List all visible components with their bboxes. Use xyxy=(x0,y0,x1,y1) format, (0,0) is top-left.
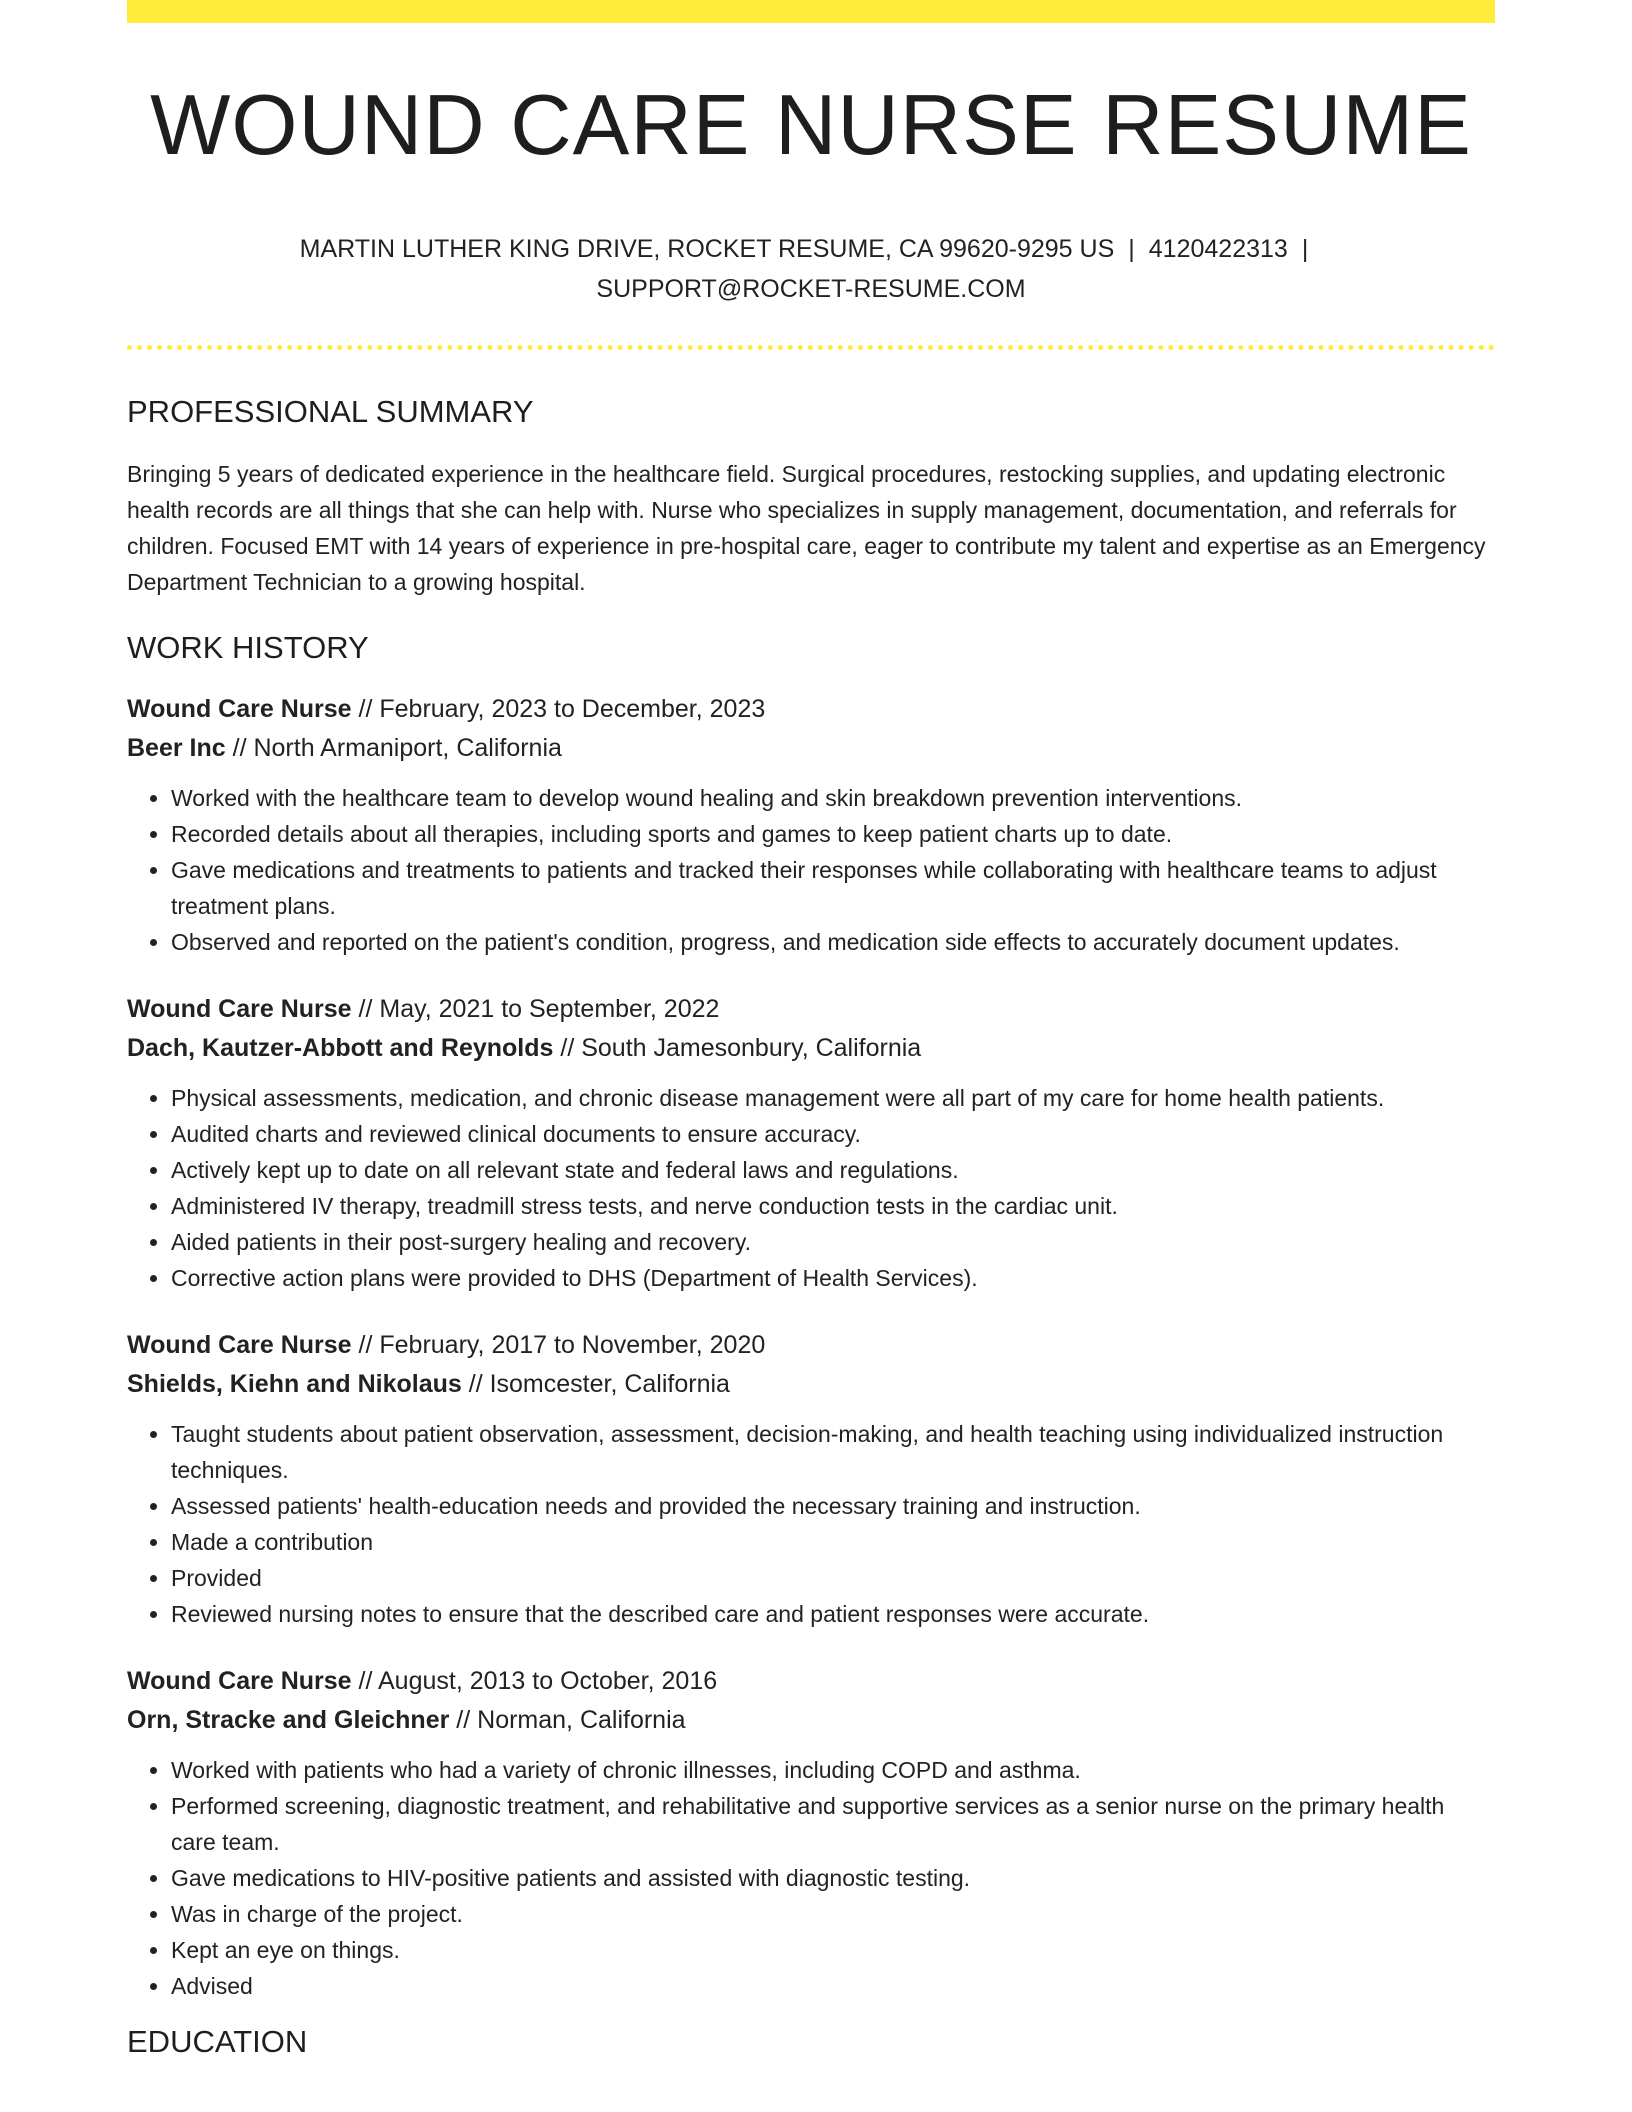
job-title: Wound Care Nurse xyxy=(127,994,352,1023)
duty-item: • Corrective action plans were provided to DHS (Department of Health Services). xyxy=(171,1260,1495,1296)
job-duties-list xyxy=(127,1416,1495,1632)
job-company-line xyxy=(127,1029,1495,1068)
duty-item: • Taught students about patient observation, assessment, decision-making, and health teaching using individualized instruction techniques. xyxy=(171,1416,1495,1488)
job-duties-list xyxy=(127,1752,1495,2004)
job-location: // South Jamesonbury, California xyxy=(560,1033,922,1062)
job-duties-list xyxy=(127,780,1495,960)
duty-item: • Kept an eye on things. xyxy=(171,1932,1495,1968)
job-title: Wound Care Nurse xyxy=(127,1666,352,1695)
work-history-list xyxy=(127,690,1495,2004)
duty-item: • Physical assessments, medication, and chronic disease management were all part of my care for home health patients. xyxy=(171,1080,1495,1116)
job-dates: // February, 2017 to November, 2020 xyxy=(358,1330,766,1359)
duty-item: • Actively kept up to date on all relevant state and federal laws and regulations. xyxy=(171,1152,1495,1188)
top-accent-bar xyxy=(127,0,1495,23)
duty-item: • Worked with patients who had a variety of chronic illnesses, including COPD and asthma. xyxy=(171,1752,1495,1788)
contact-address: MARTIN LUTHER KING DRIVE, ROCKET RESUME, CA 99620-9295 US xyxy=(299,234,1115,263)
duty-item: • Assessed patients' health-education needs and provided the necessary training and instruction. xyxy=(171,1488,1495,1524)
dotted-divider xyxy=(127,345,1495,350)
duty-item: • Administered IV therapy, treadmill stress tests, and nerve conduction tests in the cardiac unit. xyxy=(171,1188,1495,1224)
duty-item: • Gave medications and treatments to patients and tracked their responses while collaborating with healthcare teams to adjust treatment plans. xyxy=(171,852,1495,924)
duty-item: • Worked with the healthcare team to develop wound healing and skin breakdown prevention interventions. xyxy=(171,780,1495,816)
job-dates: // August, 2013 to October, 2016 xyxy=(358,1666,718,1695)
duty-item: • Made a contribution xyxy=(171,1524,1495,1560)
job-location: // Isomcester, California xyxy=(468,1369,730,1398)
education-heading: EDUCATION xyxy=(127,2023,308,2059)
job-location: // North Armaniport, California xyxy=(232,733,562,762)
job-company: Orn, Stracke and Gleichner xyxy=(127,1705,450,1734)
job-entry xyxy=(127,690,1495,960)
summary-text: Bringing 5 years of dedicated experience in the healthcare field. Surgical procedures, restocking supplies, and updating electronic health records are all things that she can help with. Nurse who specializes in supply management, documentation, and referrals for children. Focused EMT with 14 years of experience in pre-hospital care, eager to contribute my talent and expertise as an Emergency Department Technician to a growing hospital. xyxy=(127,460,1486,595)
duty-item: • Advised xyxy=(171,1968,1495,2004)
duty-item: • Performed screening, diagnostic treatment, and rehabilitative and supportive services as a senior nurse on the primary health care team. xyxy=(171,1788,1495,1860)
job-company-line xyxy=(127,729,1495,768)
contact-separator: | xyxy=(1301,234,1309,263)
duty-item: • Was in charge of the project. xyxy=(171,1896,1495,1932)
job-entry xyxy=(127,1662,1495,2004)
job-dates: // February, 2023 to December, 2023 xyxy=(358,694,766,723)
work-history-heading: WORK HISTORY xyxy=(127,629,369,665)
job-company-line xyxy=(127,1701,1495,1740)
job-company: Shields, Kiehn and Nikolaus xyxy=(127,1369,462,1398)
duty-item: • Recorded details about all therapies, including sports and games to keep patient charts up to date. xyxy=(171,816,1495,852)
job-title-line xyxy=(127,990,1495,1029)
duty-item: • Gave medications to HIV-positive patients and assisted with diagnostic testing. xyxy=(171,1860,1495,1896)
job-dates: // May, 2021 to September, 2022 xyxy=(358,994,720,1023)
job-title-line xyxy=(127,1326,1495,1365)
duty-item: • Observed and reported on the patient's condition, progress, and medication side effects to accurately document updates. xyxy=(171,924,1495,960)
job-title: Wound Care Nurse xyxy=(127,694,352,723)
job-company: Beer Inc xyxy=(127,733,226,762)
duty-item: • Provided xyxy=(171,1560,1495,1596)
job-company-line xyxy=(127,1365,1495,1404)
contact-email[interactable]: SUPPORT@ROCKET-RESUME.COM xyxy=(596,274,1026,303)
resume-page xyxy=(127,0,1495,2062)
resume-title: WOUND CARE NURSE RESUME xyxy=(150,78,1472,173)
job-entry xyxy=(127,990,1495,1296)
duty-item: • Reviewed nursing notes to ensure that the described care and patient responses were accurate. xyxy=(171,1596,1495,1632)
job-location: // Norman, California xyxy=(456,1705,686,1734)
job-title-line xyxy=(127,690,1495,729)
job-entry xyxy=(127,1326,1495,1632)
contact-info xyxy=(127,229,1495,309)
job-duties-list xyxy=(127,1080,1495,1296)
job-company: Dach, Kautzer-Abbott and Reynolds xyxy=(127,1033,554,1062)
job-title: Wound Care Nurse xyxy=(127,1330,352,1359)
duty-item: • Aided patients in their post-surgery healing and recovery. xyxy=(171,1224,1495,1260)
job-title-line xyxy=(127,1662,1495,1701)
contact-phone: 4120422313 xyxy=(1148,234,1288,263)
summary-heading: PROFESSIONAL SUMMARY xyxy=(127,393,534,429)
duty-item: • Audited charts and reviewed clinical documents to ensure accuracy. xyxy=(171,1116,1495,1152)
contact-separator: | xyxy=(1128,234,1135,263)
